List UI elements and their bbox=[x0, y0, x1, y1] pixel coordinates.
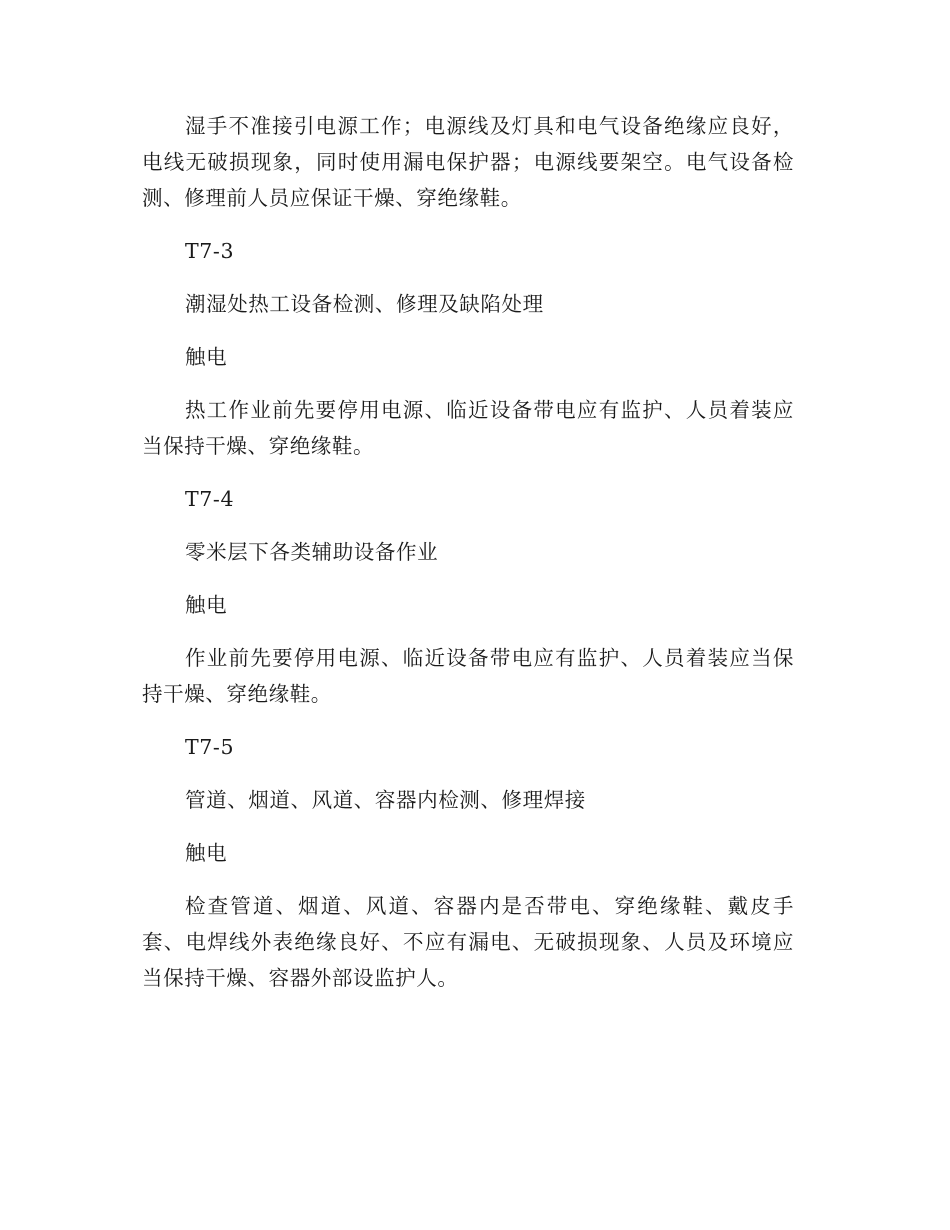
item-task-t7-4: 零米层下各类辅助设备作业 bbox=[185, 540, 439, 564]
item-task-t7-5: 管道、烟道、风道、容器内检测、修理焊接 bbox=[185, 788, 586, 812]
document-body bbox=[142, 108, 794, 1013]
item-hazard-t7-5: 触电 bbox=[185, 841, 228, 865]
item-measure-t7-3: 热工作业前先要停用电源、临近设备带电应有监护、人员着装应当保持干燥、穿绝缘鞋。 bbox=[142, 398, 794, 458]
item-measure-t7-4: 作业前先要停用电源、临近设备带电应有监护、人员着装应当保持干燥、穿绝缘鞋。 bbox=[142, 646, 794, 706]
item-task-t7-3: 潮湿处热工设备检测、修理及缺陷处理 bbox=[185, 292, 544, 316]
item-measure-t7-5: 检查管道、烟道、风道、容器内是否带电、穿绝缘鞋、戴皮手套、电焊线外表绝缘良好、不应有漏电、无破损现象、人员及环境应当保持干燥、容器外部设监护人。 bbox=[142, 894, 794, 990]
item-code-t7-3: T7-3 bbox=[185, 239, 235, 263]
item-hazard-t7-3: 触电 bbox=[185, 345, 228, 369]
item-code-t7-4: T7-4 bbox=[185, 487, 235, 511]
item-hazard-t7-4: 触电 bbox=[185, 593, 228, 617]
paragraph-electrical-safety: 湿手不准接引电源工作；电源线及灯具和电气设备绝缘应良好，电线无破损现象，同时使用漏电保护器；电源线要架空。电气设备检测、修理前人员应保证干燥、穿绝缘鞋。 bbox=[142, 114, 794, 210]
item-code-t7-5: T7-5 bbox=[185, 735, 235, 759]
